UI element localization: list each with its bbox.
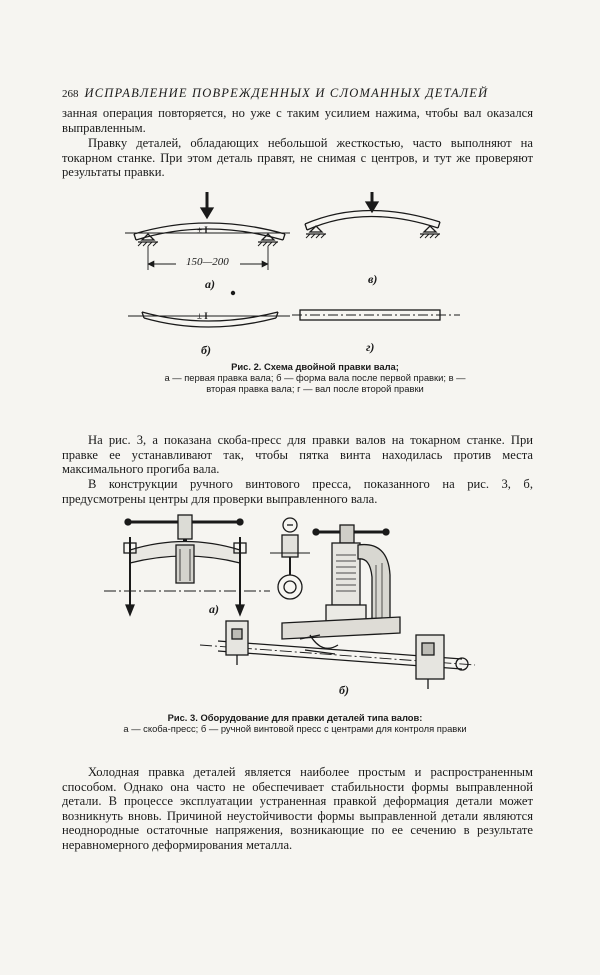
running-header [62,86,532,101]
chapter-title: ИСПРАВЛЕНИЕ ПОВРЕЖДЕННЫХ И СЛОМАННЫХ ДЕТАЛЕЙ [84,86,489,100]
figure-2-caption-text: а — первая правка вала; б — форма вала после первой правки; в — вторая правка вала; г — вал после второй правки [164,372,466,395]
figure-3-label-a: а) [209,602,219,616]
figure-2-caption-title: Рис. 2. Схема двойной правки вала; [231,361,399,372]
paragraph-cold-straightening: Холодная правка деталей является наиболее простым и распространенным способом. Однако она часто не обеспечивает стабильности формы выправленной детали. В процессе эксплуатации устраненная правкой деформация детали может возникнуть вновь. Причиной неустойчивости формы выправленной детали являются неоднородные остаточные напряжения, возникающие по ее сечению в результате неравномерного деформирования металла. [62,765,533,852]
paragraph-clamp-press: На рис. 3, а показана скоба-пресс для правки валов на токарном станке. При правке ее устанавливают так, чтобы пятка винта находилась против места максимального прогиба вала. [62,433,533,477]
figure-2-mark-b: ± I [197,311,208,321]
figure-2-diagram [120,188,470,358]
figure-3-caption-title: Рис. 3. Оборудование для правки деталей типа валов: [167,712,423,723]
figure-3-caption-text: а — скоба-пресс; б — ручной винтовой пресс с центрами для контроля правки [123,723,467,735]
figure-2-label-v: в) [368,272,378,286]
figure-2-label-a: а) [205,277,215,291]
figure-2-label-b: б) [201,343,211,357]
figure-2-caption [155,361,475,395]
paragraph-lathe-straightening: Правку деталей, обладающих небольшой жесткостью, часто выполняют на токарном станке. При этом деталь правят, не снимая с центров, и тут же проверяют результаты правки. [62,136,533,180]
figure-3-caption [105,712,485,734]
page-number: 268 [62,88,79,100]
paragraph-screw-press: В конструкции ручного винтового пресса, показанного на рис. 3, б, предусмотрены центры для проверки выправленного вала. [62,477,533,506]
figure-2-mark-a: ± I [197,225,208,235]
figure-3-label-b: б) [339,683,349,697]
figure-3-diagram [100,505,480,710]
paragraph-continuation: занная операция повторяется, но уже с таким усилием нажима, чтобы вал оказался выправленным. [62,106,533,135]
figure-2-label-g: г) [366,340,375,354]
figure-2-dimension: 150—200 [186,256,229,268]
